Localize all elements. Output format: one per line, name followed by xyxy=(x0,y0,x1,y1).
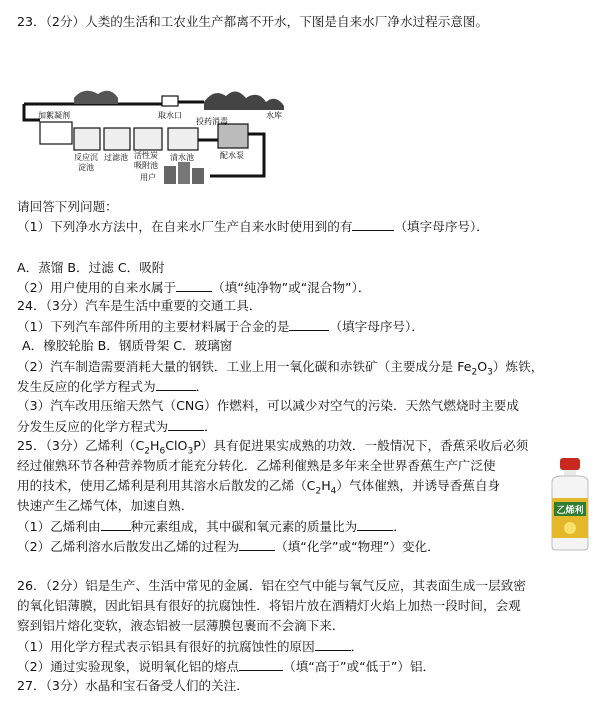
q25-line4: 快速产生乙烯气体，加速自熟． xyxy=(17,498,194,513)
label-clear-water: 清水池 xyxy=(170,153,194,162)
answer-blank[interactable] xyxy=(352,218,394,231)
q23-sub2-end: （填“纯净物”或“混合物”）． xyxy=(212,280,371,295)
subscript: 2 xyxy=(144,446,151,457)
bottle-label-text: 乙烯利 xyxy=(556,506,584,516)
q23-title: 23．（2分）人类的生活和工农业生产都离不开水，下图是自来水厂净水过程示意图。 xyxy=(17,14,489,29)
answer-blank[interactable] xyxy=(101,518,131,531)
q25-line3-text: 用的技术，使用乙烯利是利用其溶水后散发的乙烯（C xyxy=(17,478,316,493)
label-sedimentation-2: 淀池 xyxy=(78,163,94,172)
subscript: 4 xyxy=(330,486,337,497)
q25-sub1 xyxy=(17,518,406,535)
punct: ． xyxy=(350,639,364,654)
label-sedimentation-1: 反应沉 xyxy=(74,153,98,162)
q25-sub2 xyxy=(17,538,440,555)
q23-answer-prompt: 请回答下列问题： xyxy=(17,199,118,214)
q27-title: 27．（3分）水晶和宝石备受人们的关注． xyxy=(17,678,249,693)
building-icon xyxy=(164,166,176,184)
q25-line1-text-end: P）具有促进果实成熟的功效．一般情况下，香蕉采收后必须 xyxy=(193,438,529,453)
answer-blank[interactable] xyxy=(176,279,212,292)
q25-sub1-text: （1）乙烯利由 xyxy=(17,519,101,534)
carbon-tank xyxy=(134,128,162,150)
q26-line1: 26．（2分）铝是生产、生活中常见的金属．铝在空气中能与氧气反应，其表面生成一层致密 xyxy=(17,578,526,593)
punct: ． xyxy=(195,379,209,394)
bottle-cap xyxy=(560,458,580,470)
q23-sub2 xyxy=(17,279,370,296)
label-user: 用户 xyxy=(140,173,156,182)
q24-title: 24．（3分）汽车是生活中重要的交通工具． xyxy=(17,298,262,313)
q25-line1-text: 25．（3分）乙烯利（C xyxy=(17,438,145,453)
banana-icon xyxy=(564,522,576,534)
building-icon xyxy=(178,162,190,184)
q26-line2: 的氧化铝薄膜，因此铝具有很好的抗腐蚀性．将铝片放在酒精灯火焰上加热一段时间，会观 xyxy=(17,598,521,613)
answer-blank[interactable] xyxy=(357,518,393,531)
q25-line3-text-end: ）气体催熟，并诱导香蕉自身 xyxy=(336,478,501,493)
q24-sub1-end: （填字母序号）． xyxy=(329,319,424,334)
answer-blank[interactable] xyxy=(239,538,275,551)
label-reservoir: 水库 xyxy=(266,111,282,120)
label-carbon-2: 吸附池 xyxy=(134,161,158,170)
q24-sub1-text: （1）下列汽车部件所用的主要材料属于合金的是 xyxy=(17,319,290,334)
subscript: 2 xyxy=(315,486,322,497)
subscript: 2 xyxy=(471,367,478,378)
q25-sub2-text: （2）乙烯利溶水后散发出乙烯的过程为 xyxy=(17,539,240,554)
label-intake: 取水口 xyxy=(158,111,182,120)
building-icon xyxy=(192,168,204,184)
q23-sub1-text: （1）下列净水方法中，在自来水厂生产自来水时使用到的有 xyxy=(17,219,353,234)
punct: ． xyxy=(204,419,217,434)
q26-sub1-text: （1）用化学方程式表示铝具有很好的抗腐蚀性的原因 xyxy=(17,639,315,654)
label-carbon-1: 活性炭 xyxy=(134,151,158,160)
ethephon-bottle-image xyxy=(542,456,598,552)
q23-options: A．蒸馏 B．过滤 C．吸附 xyxy=(17,260,165,275)
formula-part: O xyxy=(477,359,488,374)
cloud-icon xyxy=(74,91,118,104)
subscript: 3 xyxy=(187,446,194,457)
q25-line3 xyxy=(17,478,501,497)
q25-sub2-end: （填“化学”或“物理”）变化． xyxy=(275,539,440,554)
q24-sub3-line2-text: 分发生反应的化学方程式为 xyxy=(17,419,169,434)
answer-blank[interactable] xyxy=(239,658,283,671)
filter-tank xyxy=(104,128,130,150)
reservoir-hills-icon xyxy=(204,91,284,110)
q26-sub2 xyxy=(17,658,435,675)
formula-part: H xyxy=(321,478,331,493)
answer-blank[interactable] xyxy=(315,638,351,651)
q25-sub1-text-2: 种元素组成，其中碳和氧元素的质量比为 xyxy=(130,519,358,534)
q24-sub2 xyxy=(17,359,544,378)
intake-box xyxy=(162,96,178,106)
q26-sub2-end: （填“高于”或“低于”）铝． xyxy=(283,659,436,674)
pump-box xyxy=(218,124,248,148)
q26-line3: 察到铝片熔化变软，液态铝被一层薄膜包裹而不会滴下来． xyxy=(17,618,345,633)
answer-blank[interactable] xyxy=(168,418,204,431)
subscript: 6 xyxy=(159,446,166,457)
answer-blank[interactable] xyxy=(156,378,196,391)
q24-sub3-line2 xyxy=(17,418,217,435)
q25-line2: 经过催熟环节各种营养物质才能充分转化．乙烯利催熟是多年来全世界香蕉生产广泛使 xyxy=(17,458,496,473)
q26-sub1 xyxy=(17,638,363,655)
q24-sub3: （3）汽车改用压缩天然气（CNG）作燃料，可以减少对空气的污染．天然气燃烧时主要成 xyxy=(17,398,519,413)
q25-line1 xyxy=(17,438,529,457)
q24-sub1 xyxy=(17,318,424,335)
sedimentation-tank xyxy=(74,128,100,150)
q23-sub2-text: （2）用户使用的自来水属于 xyxy=(17,280,177,295)
q24-sub2-line2-text: 发生反应的化学方程式为 xyxy=(17,379,156,394)
answer-blank[interactable] xyxy=(289,318,329,331)
q24-sub2-text-end: ）炼铁， xyxy=(492,359,544,374)
label-coagulant: 加絮凝剂 xyxy=(38,111,70,120)
q23-sub1-end: （填字母序号）． xyxy=(394,219,489,234)
formula-part: H xyxy=(150,438,160,453)
label-pump: 配水泵 xyxy=(220,151,244,160)
q24-sub2-line2 xyxy=(17,378,208,395)
q24-options: A．橡胶轮胎 B．钢质骨架 C．玻璃窗 xyxy=(22,338,233,353)
formula-part: ClO xyxy=(165,438,188,453)
label-disinfect: 投药消毒 xyxy=(196,117,228,126)
clear-water-tank xyxy=(168,128,198,150)
subscript: 3 xyxy=(487,367,493,378)
bottle-neck xyxy=(564,470,576,476)
punct: ． xyxy=(393,519,406,534)
water-treatment-diagram xyxy=(14,84,294,194)
q24-sub2-text: （2）汽车制造需要消耗大量的钢铁．工业上用一氧化碳和赤铁矿（主要成分是 Fe xyxy=(17,359,472,374)
label-filter: 过滤池 xyxy=(104,153,128,162)
coagulant-tank xyxy=(40,122,72,144)
q23-sub1 xyxy=(17,218,489,235)
q26-sub2-text: （2）通过实验现象，说明氧化铝的熔点 xyxy=(17,659,240,674)
